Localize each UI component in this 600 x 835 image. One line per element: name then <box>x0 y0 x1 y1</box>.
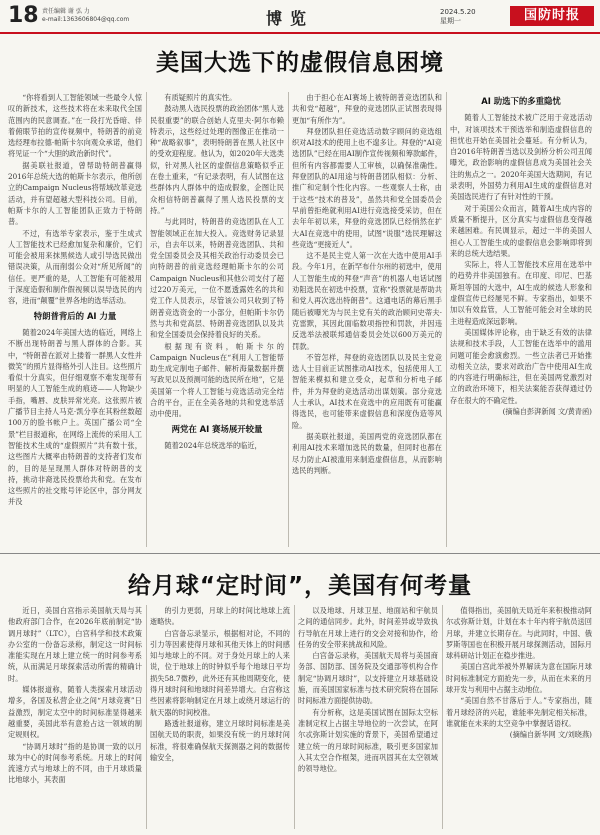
paragraph: 值得指出，美国航天局近年来积极推动阿尔忒弥斯计划，计划在本十年内将宇航员送回月球，并建立长期存在。与此同时，中国、俄罗斯等国也在积极开展月球探测活动，国际月球科研站计划正在稳步推进。 <box>446 606 592 661</box>
paragraph: 路透社报道称，建立月球时间标准是美国航天局的职责，如果没有统一的月球时间标准，将很难确保航天探测器之间的数据传输安全， <box>150 718 290 762</box>
paragraph: 随着人工智能技术被广泛用于竞选活动中，对该项技术干预选举和制造虚假信息的担忧也开始在美国社会蔓延。有分析认为，自2016年特朗普当选以及剑桥分析公司丑闻曝光，政治影响的虚假信息成为美国社会关注的焦点之一。2020年美国大选期间，有记录表明，外国势力利用AI生成的虚假信息对美国选民进行了有针对性的干预。 <box>450 113 592 202</box>
paragraph: 白宫备忘录显示，根据相对论，不同的引力等因素使得月球和其他天体上的时间感知与地球上的不同。对于身处月球上的人来说，位于地球上的时钟似乎每个地球日平均损失58.7微秒，此外还有其他周期变化，使得月球时间和地球时间差异增大。白宫称这些因素将影响制定在月球上或绕月球运行的航天器的时间校准。 <box>150 628 290 717</box>
column-divider <box>288 92 289 547</box>
paragraph: 的引力更弱，月球上的时间比地球上流逝略快。 <box>150 606 290 627</box>
paragraph: 美国白宫此举被外界解读为意在国际月球时间标准制定方面抢先一步，从而在未来的月球开发与利用中占据主动地位。 <box>446 662 592 695</box>
editor-info <box>42 8 129 24</box>
paragraph: 据美联社报道，美国两党的竞选团队都在利用AI技术来增加选民的数量，但同时也都在尽力防止AI被滥用来制造虚假信息，从而影响选民的判断。 <box>292 431 442 475</box>
paragraph: 不过，有选举专家表示，鉴于生成式人工智能技术已经愈加复杂和廉价，它们可能会被用来抹黑候选人或引导选民做出错误决策，从而削弱公众对“所见所闻”的信任。更严重的是，人工智能有可能被用于深度造假和制作假视频以误导选民的内容，进而“颠覆”世界各地的选举活动。 <box>8 228 142 306</box>
header-rule <box>0 32 600 34</box>
paragraph: 这不是民主党人第一次在大选中使用AI手段。今年1月，在新罕布什尔州的初选中，使用人工智能生成的拜登“声音”的机器人电话试图劝阻选民在初选中投票，宣称“投票就是帮助共和党人再次选出特朗普”。这通电话的幕后黑手随后被曝光为与民主党有关的政治顾问史蒂夫·克雷默，其因此面临数项指控和罚款，并因违反选举法被联邦通信委员会处以600万美元的罚款。 <box>292 251 442 351</box>
paragraph: 不管怎样，拜登的竞选团队以及民主党竞选人士目前正试图推动AI技术，包括使用人工智能来模拟和建立受众，起草和分析电子邮件，并为拜登的竞选活动出谋划策。部分竞选人士承认，AI技术在竞选中的应用既有可能赢得选民，也可能带来虚假信息和深度伪造等风险。 <box>292 352 442 430</box>
article2-column-4 <box>446 605 592 829</box>
paragraph: 随着2024年美国大选的临近，网络上不断出现特朗普与黑人群体的合影。其中，“特朗普在派对上搂着一群黑人女性并微笑”的照片显得格外引人注目。这些照片看似十分真实，但仔细观察不难发现带有明显的人工智能生成的痕迹——人物缺少手指，嘴唇、皮肤异常光亮。这张照片被广播节目主持人马克·凯分享在其粉丝数超100万的脸书帐户上。英国广播公司“全景”栏目报道称，在网络上流传的采用人工智能技术生成的“虚假照片”共有数十张，这些图片大概率由特朗普的支持者们发布的，目的是呈现黑人群体对特朗普的支持，挑动非裔选民投票给共和党。在发布这些照片的社交账号评论区中，部分网友并没 <box>8 327 142 507</box>
paragraph: 据美联社报道，曾帮助特朗普赢得2016年总统大选的帕斯卡尔表示，他所创立的Campaign Nucleus将帮域改革竞选活动，并有望超越大型科技公司。目前，帕斯卡尔的人工智能团队正致力于特朗普。 <box>8 160 142 227</box>
paragraph: 由于担心在AI赛场上被特朗普竞选团队和共和党“超越”，拜登的竞选团队正试图表现得更加“有所作为”。 <box>292 93 442 125</box>
paragraph: 对于美国公众而言，随着AI生成内容的质量不断提升，区分真实与虚假信息变得越来越困难。有民调显示，超过一半的美国人担心人工智能生成的虚假信息会影响即将到来的总统大选结果。 <box>450 203 592 258</box>
subheading: AI 助选下的多重隐忧 <box>481 96 561 106</box>
paragraph: 拜登团队担任竞选活动数字顾问的竞选组织对AI技术的使用上也不遑多让。拜登的“AI竞选团队”已经在用AI制作宣传视频和筹款邮件，但所有内容都需要人工审核，以确保准确性。拜登团队的AI用途与特朗普团队相似：分析、推广和定制个性化内容。一些观察人士称，由于这些“技术的普及”，虽然共和党全国委员会早前曾拒绝就利用AI进行竞选接受采访，但在去年年初以来，拜登的竞选团队已经悄然在扩大AI在竞选中的使用，试图“说服”选民理解这些竞选“更接近人”。 <box>292 126 442 249</box>
article-separator <box>0 553 600 554</box>
column-divider <box>294 605 295 829</box>
column-divider <box>146 92 147 547</box>
article1-column-1 <box>8 92 142 547</box>
section-title: 博览 <box>266 9 315 28</box>
column-divider <box>446 92 447 547</box>
paragraph: 根据现有资料，帕斯卡尔的Campaign Nucleus在“利用人工智能帮助生成定制电子邮件、解析海量数据并撰写政见以及预测可能的选民所在地”，它是美国第一个将人工智能与竞选活动完全结合的平台，正在全美各地的共和党选举活动中使用。 <box>150 341 284 419</box>
article1-column-4 <box>450 92 592 547</box>
paragraph: “美国自然不甘落后于人。”专家指出，随着月球经济的兴起，谁能率先制定相关标准，谁就能在未来的太空竞争中掌握话语权。 <box>446 696 592 728</box>
page-number: 18 <box>8 3 39 28</box>
paragraph: 美国媒体评论称，由于缺乏有效的法律法规和技术手段，人工智能在选举中的滥用问题可能会愈演愈烈。一些立法者已开始推动相关立法，要求对政治广告中使用AI生成的内容进行明确标注，但在美国两党激烈对立的政治环境下，相关法案能否获得通过仍存在很大的不确定性。 <box>450 327 592 405</box>
email-line: e-mail:1363606804@qq.com <box>42 16 130 23</box>
newspaper-masthead: 国防时报 <box>510 6 594 26</box>
date-info <box>440 8 476 26</box>
article1-column-2 <box>150 92 284 547</box>
article1-column-3 <box>292 92 442 547</box>
subheading: 两党在 AI 赛场展开较量 <box>171 423 263 434</box>
column-divider <box>442 605 443 829</box>
subheading: 特朗普背后的 AI 力量 <box>33 310 117 321</box>
article2-column-2 <box>150 605 290 829</box>
paragraph: 白宫备忘录称，美国航天局将与美国商务部、国防部、国务院及交通部等机构合作制定“协调月球时”，以支持建立月球基础设施，而美国国家标准与技术研究院将在国际时间标准方面提供协助。 <box>298 651 438 706</box>
article2-column-1 <box>8 605 142 829</box>
article2-column-3 <box>298 605 438 829</box>
paragraph: “协调月球时”指的是协调一致的以月球为中心的时间参考系统。月球上的时间流速方式与地球上的不同，由于月球质量比地球小，其表面 <box>8 741 142 785</box>
paragraph: 随着2024年总统选举的临近， <box>164 440 262 450</box>
byline: (摘编自彭湃新闻 文/黄青函) <box>502 407 592 417</box>
date-line: 2024.5.20 <box>440 8 476 16</box>
weekday: 星期一 <box>440 17 461 25</box>
paragraph: 近日，美国白宫指示美国航天局与其他政府部门合作，在2026年底前制定“协调月球时”（LTC），白宫科学和技术政策办公室的一份备忘录称，制定这一时间标准能实现在月球上建立统一的时间参考系统，从而满足月球探索活动所需的精确计时。 <box>8 606 142 683</box>
column-divider <box>146 605 147 829</box>
article1-headline: 美国大选下的虚假信息困境 <box>156 50 444 76</box>
paragraph: 媒体报道称，随着人类探索月球活动增多，各国及私营企业之间“月球竞赛”日益激烈，制定太空中的时间标准显得越来越重要，美国此举有意抢占这一领域的制定规则权。 <box>8 685 142 740</box>
editor-line: 责任编辑 谢 弘 力 <box>42 8 90 15</box>
paragraph: 鼓动黑人选民投票的政治团体“黑人选民很重要”的联合创始人克里夫·阿尔布赖特表示，这些经过处理的图像正在推动一种“战略叙事”，表明特朗普在黑人社区中的受欢迎程度。他认为，如2020年大选类似，针对黑人社区的虚假信息策略似乎正在卷土重来，“有记录表明，有人试图在这些群体内人群体中的造成假象，企图让民众相信特朗普赢得了黑人选民投票的支持。” <box>150 104 284 215</box>
paragraph: 有质疑照片的真实性。 <box>164 93 237 102</box>
page-header <box>0 0 600 34</box>
paragraph: 实际上，将人工智能技术应用在选举中的趋势并非美国独有。在印度、印尼、巴基斯坦等国的大选中，AI生成的候选人形象和虚假宣传已经屡见不鲜。专家指出，如果不加以有效监管，人工智能可能会对全球的民主进程造成深远影响。 <box>450 260 592 326</box>
byline: (摘编自新华网 文/刘晓燕) <box>509 730 592 740</box>
paragraph: 与此同时，特朗普的竞选团队在人工智能领域正在加大投入。竞选财务记录显示，自去年以来，特朗普竞选团队、共和党全国委员会及其相关政治行动委员会已向特朗普的前竞选经理帕斯卡尔的公司Campaign Nucleus和其他公司支付了超过220万美元，一位不愿透露姓名的共和党工作人员表示，尽管该公司只收到了特朗普竞选资金的一小部分，但帕斯卡尔仍然与共和党高层、特朗普竞选团队以及共和党全国委员会保持着良好的关系。 <box>150 217 284 340</box>
paragraph: “你将看到人工智能领域一些最令人惊叹的新技术，这些技术将在未来取代全国范围内的民意调查。”在一段打光昏暗、伴着俯眼节拍的宣传视频中，特朗普的前竞选经理布拉德·帕斯卡尔向观众承诺，他们将见证一个“大胆的政治新时代”。 <box>8 93 142 159</box>
paragraph: 有分析称，这是美国试图在国际太空标准制定权上占据主导地位的一次尝试，在阿尔忒弥斯计划实施的背景下，美国希望通过建立统一的月球时间标准，吸引更多国家加入其太空合作框架，进而巩固其在太空领域的领导地位。 <box>298 707 438 774</box>
paragraph: 以及地球、月球卫星、地面站和宇航员之间的通信同步。此外，时间差异或导致执行导航在月球上进行的交会对接和协作，给任务的安全带来挑战和风险。 <box>298 606 438 649</box>
article2-headline: 给月球“定时间”，美国有何考量 <box>127 573 473 599</box>
